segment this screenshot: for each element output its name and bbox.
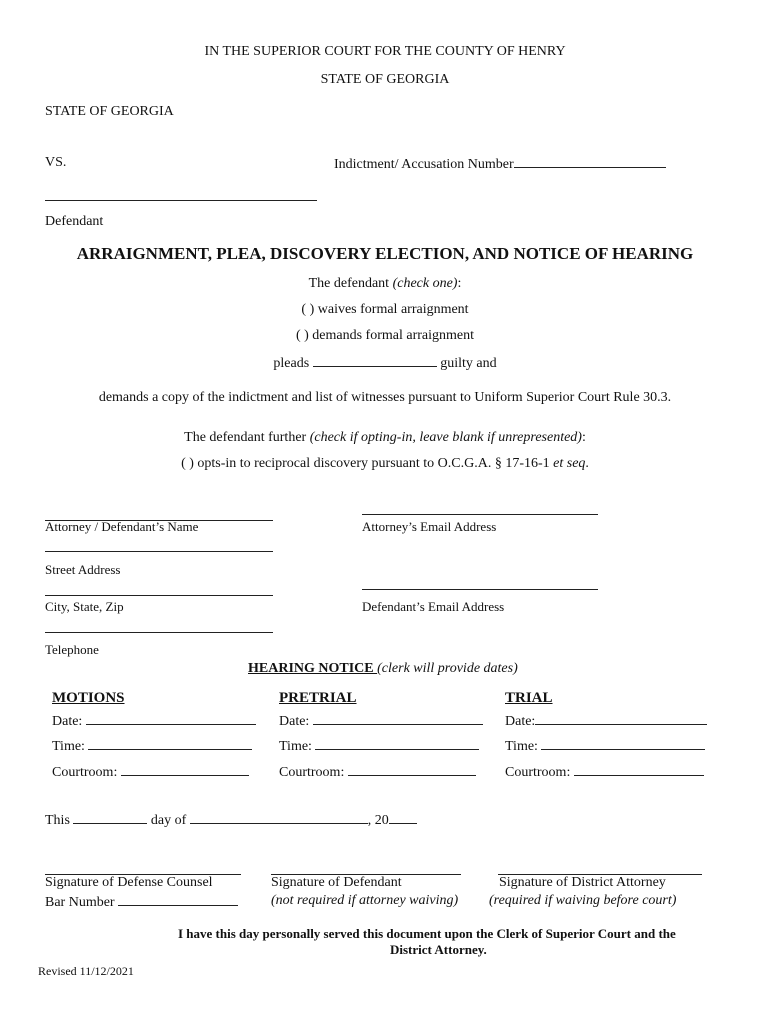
discovery-intro-text: The defendant further (184, 430, 310, 445)
document-title: ARRAIGNMENT, PLEA, DISCOVERY ELECTION, AND NOTICE OF HEARING (76, 244, 694, 263)
year-line[interactable] (389, 811, 417, 824)
pretrial-courtroom-line[interactable] (348, 763, 476, 776)
dated-year-prefix: , 20 (367, 813, 389, 828)
vs-label: VS. (45, 155, 67, 170)
pretrial-date-line[interactable] (313, 712, 483, 725)
discovery-optin-option[interactable] (0, 456, 770, 472)
defendant-signature-note: (not required if attorney waiving) (271, 893, 459, 908)
motions-date-field[interactable] (52, 712, 256, 730)
trial-time-line[interactable] (541, 737, 705, 750)
da-signature-note: (required if waiving before court) (489, 893, 677, 908)
motions-date-line[interactable] (86, 712, 256, 725)
plea-intro-note: (check one) (392, 276, 458, 291)
waives-arraignment-option[interactable]: ( ) waives formal arraignment (301, 302, 469, 317)
attorney-email-line[interactable] (362, 514, 598, 515)
pretrial-time-line[interactable] (315, 737, 479, 750)
revised-date: Revised 11/12/2021 (38, 964, 134, 978)
court-heading: IN THE SUPERIOR COURT FOR THE COUNTY OF HENRY (204, 44, 566, 59)
city-state-zip-line[interactable] (45, 595, 273, 596)
pleads-suffix: guilty and (440, 356, 497, 371)
motions-courtroom-label: Courtroom: (52, 765, 118, 780)
defendant-name-line[interactable] (45, 200, 317, 201)
pretrial-courtroom-field[interactable] (279, 763, 476, 781)
bar-number-field[interactable] (45, 893, 238, 911)
da-signature-label: Signature of District Attorney (499, 875, 666, 890)
pretrial-time-field[interactable] (279, 737, 479, 755)
motions-time-line[interactable] (88, 737, 252, 750)
indictment-number-label: Indictment/ Accusation Number (334, 157, 514, 172)
pretrial-heading: PRETRIAL (279, 690, 357, 706)
defendant-signature-label: Signature of Defendant (271, 875, 402, 890)
pleads-prefix: pleads (273, 356, 310, 371)
attorney-email-label: Attorney’s Email Address (362, 519, 497, 534)
pretrial-courtroom-label: Courtroom: (279, 765, 345, 780)
trial-date-label: Date: (505, 714, 536, 729)
street-address-label: Street Address (45, 562, 121, 577)
discovery-intro (0, 430, 770, 446)
trial-date-line[interactable] (535, 712, 707, 725)
attorney-name-label: Attorney / Defendant’s Name (45, 519, 199, 534)
optin-text: ( ) opts-in to reciprocal discovery pursuant to O.C.G.A. § 17-16-1 (181, 456, 554, 471)
trial-time-field[interactable] (505, 737, 705, 755)
defense-counsel-signature-label: Signature of Defense Counsel (45, 875, 213, 890)
city-state-zip-label: City, State, Zip (45, 599, 124, 614)
indictment-number-field[interactable] (334, 155, 666, 173)
indictment-number-line[interactable] (514, 155, 666, 168)
trial-time-label: Time: (505, 739, 538, 754)
demands-copy-text: demands a copy of the indictment and list of witnesses pursuant to Uniform Superior Court Rule 30.3. (98, 390, 672, 405)
motions-courtroom-field[interactable] (52, 763, 249, 781)
bar-number-label: Bar Number (45, 895, 115, 910)
street-address-line[interactable] (45, 551, 273, 552)
discovery-intro-note: (check if opting-in, leave blank if unrepresented) (309, 430, 582, 445)
pleads-line (0, 354, 770, 372)
defendant-email-label: Defendant’s Email Address (362, 599, 505, 614)
optin-etseq: et seq (553, 456, 586, 471)
pretrial-date-field[interactable] (279, 712, 483, 730)
telephone-label: Telephone (45, 642, 99, 657)
hearing-notice-title: HEARING NOTICE (248, 661, 378, 676)
hearing-notice-note: (clerk will provide dates) (377, 661, 518, 676)
defendant-email-line[interactable] (362, 589, 598, 590)
motions-date-label: Date: (52, 714, 83, 729)
telephone-line[interactable] (45, 632, 273, 633)
plea-entry-line[interactable] (313, 354, 437, 367)
hearing-notice-heading (248, 661, 518, 677)
trial-courtroom-label: Courtroom: (505, 765, 571, 780)
service-statement-line2: District Attorney. (390, 942, 487, 957)
motions-time-label: Time: (52, 739, 85, 754)
pretrial-date-label: Date: (279, 714, 310, 729)
plea-intro-colon: : (457, 276, 462, 291)
plea-intro-text: The defendant (308, 276, 393, 291)
service-statement-line1: I have this day personally served this document upon the Clerk of Superior Court and the (178, 926, 676, 941)
bar-number-line[interactable] (118, 893, 238, 906)
demands-arraignment-option[interactable]: ( ) demands formal arraignment (295, 328, 475, 343)
motions-courtroom-line[interactable] (121, 763, 249, 776)
plaintiff-name: STATE OF GEORGIA (45, 104, 174, 119)
discovery-intro-colon: : (581, 430, 586, 445)
day-line[interactable] (73, 811, 147, 824)
dated-line (45, 811, 417, 829)
dated-day-of: day of (150, 813, 187, 828)
state-heading: STATE OF GEORGIA (320, 72, 450, 87)
optin-end: . (585, 456, 589, 471)
trial-courtroom-field[interactable] (505, 763, 704, 781)
pretrial-time-label: Time: (279, 739, 312, 754)
trial-heading: TRIAL (505, 690, 553, 706)
motions-time-field[interactable] (52, 737, 252, 755)
dated-this: This (45, 813, 70, 828)
plea-intro (0, 276, 770, 292)
month-line[interactable] (190, 811, 368, 824)
motions-heading: MOTIONS (52, 690, 125, 706)
trial-courtroom-line[interactable] (574, 763, 704, 776)
trial-date-field[interactable] (505, 712, 707, 730)
defendant-label: Defendant (45, 214, 104, 229)
